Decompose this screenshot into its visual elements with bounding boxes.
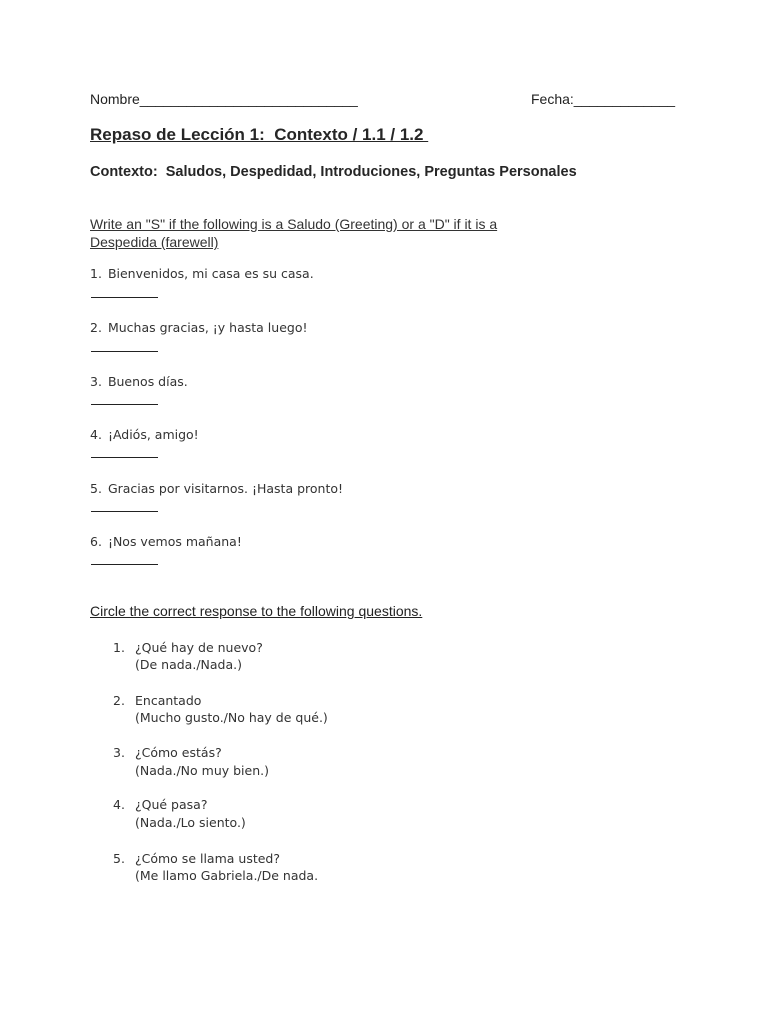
question-text: ¿Qué hay de nuevo? [135, 640, 263, 655]
item-text: Gracias por visitarnos. ¡Hasta pronto! [107, 481, 344, 496]
list-item [90, 481, 343, 496]
list-item [90, 534, 242, 549]
question-number: 5. [113, 851, 125, 866]
question-text: ¿Cómo estás? [135, 745, 222, 760]
answer-blank[interactable] [91, 404, 158, 405]
question-number: 3. [113, 745, 125, 760]
list-item [90, 427, 199, 442]
question-number: 2. [113, 693, 125, 708]
item-number: 4. [90, 427, 102, 442]
answer-blank[interactable] [91, 511, 158, 512]
question-options[interactable]: (Me llamo Gabriela./De nada. [135, 868, 319, 883]
item-number: 5. [90, 481, 102, 496]
question-text: ¿Qué pasa? [135, 797, 208, 812]
context-line: Contexto: Saludos, Despedidad, Introduciones, Preguntas Personales [90, 164, 577, 180]
answer-blank[interactable] [91, 297, 158, 298]
item-text: Muchas gracias, ¡y hasta luego! [107, 320, 308, 335]
section2-instructions: Circle the correct response to the following questions. [90, 603, 423, 619]
item-number: 2. [90, 320, 102, 335]
question-text: ¿Cómo se llama usted? [135, 851, 280, 866]
item-number: 1. [90, 266, 102, 281]
item-text: Bienvenidos, mi casa es su casa. [107, 266, 314, 281]
item-number: 3. [90, 374, 102, 389]
question-options[interactable]: (De nada./Nada.) [135, 657, 242, 672]
list-item [90, 374, 188, 389]
section1-instructions: Write an "S" if the following is a Saludo (Greeting) or a "D" if it is a Despedida (farewell) [90, 216, 498, 250]
nombre-field: Nombre____________________________ [90, 91, 358, 107]
answer-blank[interactable] [91, 564, 158, 565]
question-number: 4. [113, 797, 125, 812]
question-options[interactable]: (Nada./Lo siento.) [135, 815, 246, 830]
question-text: Encantado [135, 693, 202, 708]
item-text: ¡Adiós, amigo! [107, 427, 199, 442]
item-text: Buenos días. [107, 374, 188, 389]
page-title: Repaso de Lección 1: Contexto / 1.1 / 1.2 [90, 125, 429, 144]
list-item [90, 320, 307, 335]
question-number: 1. [113, 640, 125, 655]
fecha-field: Fecha:_____________ [531, 91, 676, 107]
answer-blank[interactable] [91, 351, 158, 352]
question-options[interactable]: (Nada./No muy bien.) [135, 763, 269, 778]
answer-blank[interactable] [91, 457, 158, 458]
item-number: 6. [90, 534, 102, 549]
question-options[interactable]: (Mucho gusto./No hay de qué.) [135, 710, 328, 725]
list-item [90, 266, 314, 281]
item-text: ¡Nos vemos mañana! [107, 534, 242, 549]
